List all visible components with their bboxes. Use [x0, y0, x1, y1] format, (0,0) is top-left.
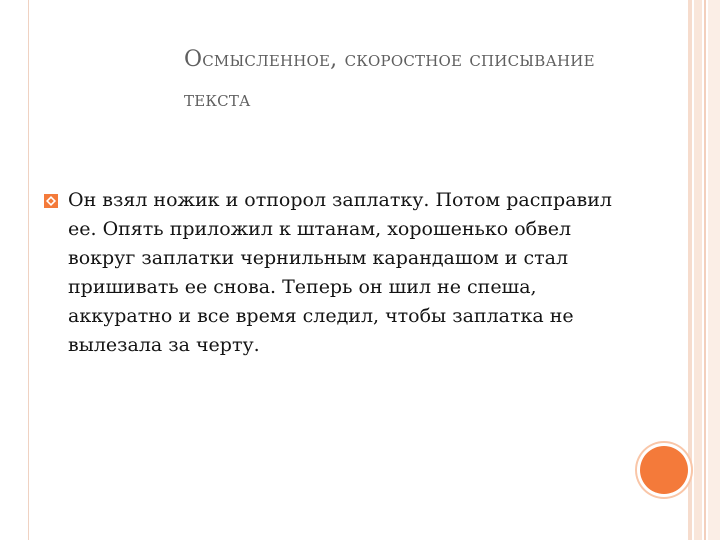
left-decorative-rule [28, 0, 29, 540]
slide-title-line-2: текста [184, 87, 251, 112]
bullet-item [44, 186, 624, 360]
diamond-bullet-icon [44, 194, 58, 208]
orange-circle-decoration [640, 446, 688, 494]
bullet-text: Он взял ножик и отпорол заплатку. Потом расправил ее. Опять приложил к штанам, хорошенько обвел вокруг заплатки чернильным карандашом и стал пришивать ее снова. Теперь он шил не спеша, аккуратно и все время следил, чтобы заплатка не вылезала за черту. [68, 189, 612, 356]
slide-title-line-1: Осмысленное, скоростное списывание [184, 47, 595, 72]
slide-title [184, 40, 720, 120]
